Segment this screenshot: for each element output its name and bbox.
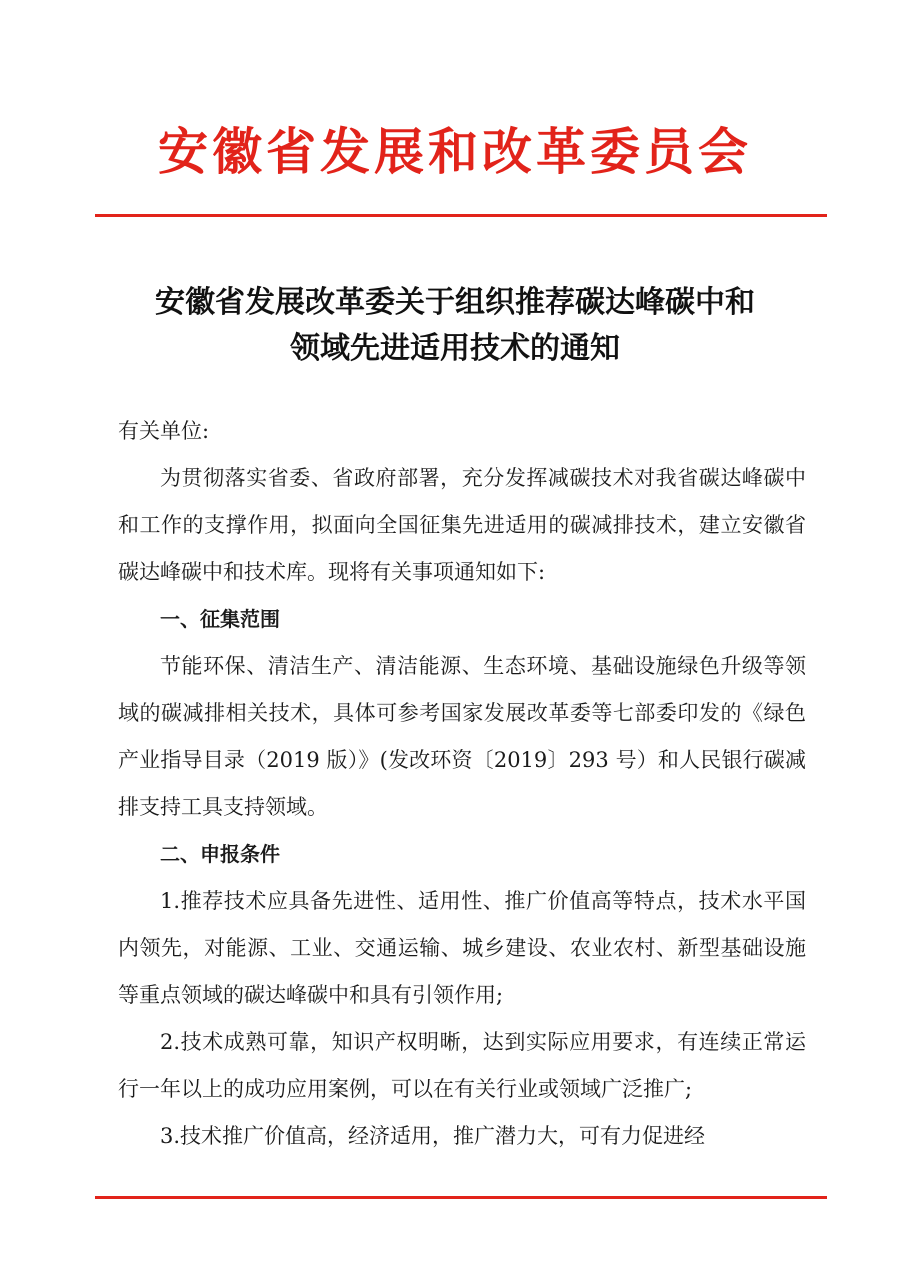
document-title-line-2: 领域先进适用技术的通知 [290, 331, 620, 366]
condition-item-3: 3.技术推广价值高，经济适用，推广潜力大，可有力促进经 [160, 1124, 706, 1148]
condition-item-1: 1.推荐技术应具备先进性、适用性、推广价值高等特点，技术水平国内领先，对能源、工业、交通运输、城乡建设、农业农村、新型基础设施等重点领域的碳达峰碳中和具有引领作用; [118, 889, 806, 1007]
salutation: 有关单位: [118, 419, 210, 443]
footer-rule [95, 1196, 827, 1199]
section-2-heading: 二、申报条件 [160, 842, 280, 866]
condition-item-2: 2.技术成熟可靠，知识产权明晰，达到实际应用要求，有连续正常运行一年以上的成功应用案例，可以在有关行业或领域广泛推广; [118, 1030, 806, 1101]
document-title-line-1: 安徽省发展改革委关于组织推荐碳达峰碳中和 [155, 285, 755, 320]
section-1-heading: 一、征集范围 [160, 607, 280, 631]
letterhead-top-rule [95, 214, 827, 217]
intro-paragraph: 为贯彻落实省委、省政府部署，充分发挥减碳技术对我省碳达峰碳中和工作的支撑作用，拟面向全国征集先进适用的碳减排技术，建立安徽省碳达峰碳中和技术库。现将有关事项通知如下: [118, 466, 806, 584]
letterhead-title: 安徽省发展和改革委员会 [158, 122, 752, 181]
document-body [118, 408, 806, 1160]
document-title [0, 280, 910, 372]
section-1-paragraph: 节能环保、清洁生产、清洁能源、生态环境、基础设施绿色升级等领域的碳减排相关技术，具体可参考国家发展改革委等七部委印发的《绿色产业指导目录（2019 版）》(发改环资〔2019〕293 号）和人民银行碳减排支持工具支持领域。 [118, 654, 806, 819]
